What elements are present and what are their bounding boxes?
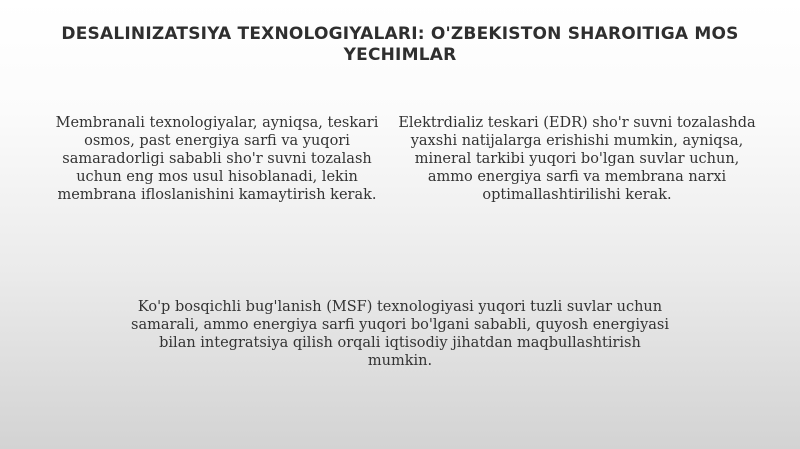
paragraph-electrodialysis-reversal: Elektrdializ teskari (EDR) sho'r suvni tozalashda yaxshi natijalarga erishishi mumkin, ayniqsa, mineral tarkibi yuqori bo'lgan suvlar uchun, ammo energiya sarfi va membrana narxi optimallashtirilishi kerak. (398, 115, 756, 203)
slide-title: DESALINIZATSIYA TEXNOLOGIYALARI: O'ZBEKISTON SHAROITIGA MOS YECHIMLAR (61, 24, 739, 65)
paragraph-membrane-technologies: Membranali texnologiyalar, ayniqsa, teskari osmos, past energiya sarfi va yuqori samaradorligi sababli sho'r suvni tozalash uchun eng mos usul hisoblanadi, lekin membrana ifloslanishini kamaytirish kerak. (55, 115, 379, 203)
paragraph-multi-stage-flash: Ko'p bosqichli bug'lanish (MSF) texnologiyasi yuqori tuzli suvlar uchun samarali, ammo energiya sarfi yuqori bo'lgani sababli, quyosh energiyasi bilan integratsiya qilish orqali iqtisodiy jihatdan maqbullashtirish mumkin. (131, 299, 669, 369)
